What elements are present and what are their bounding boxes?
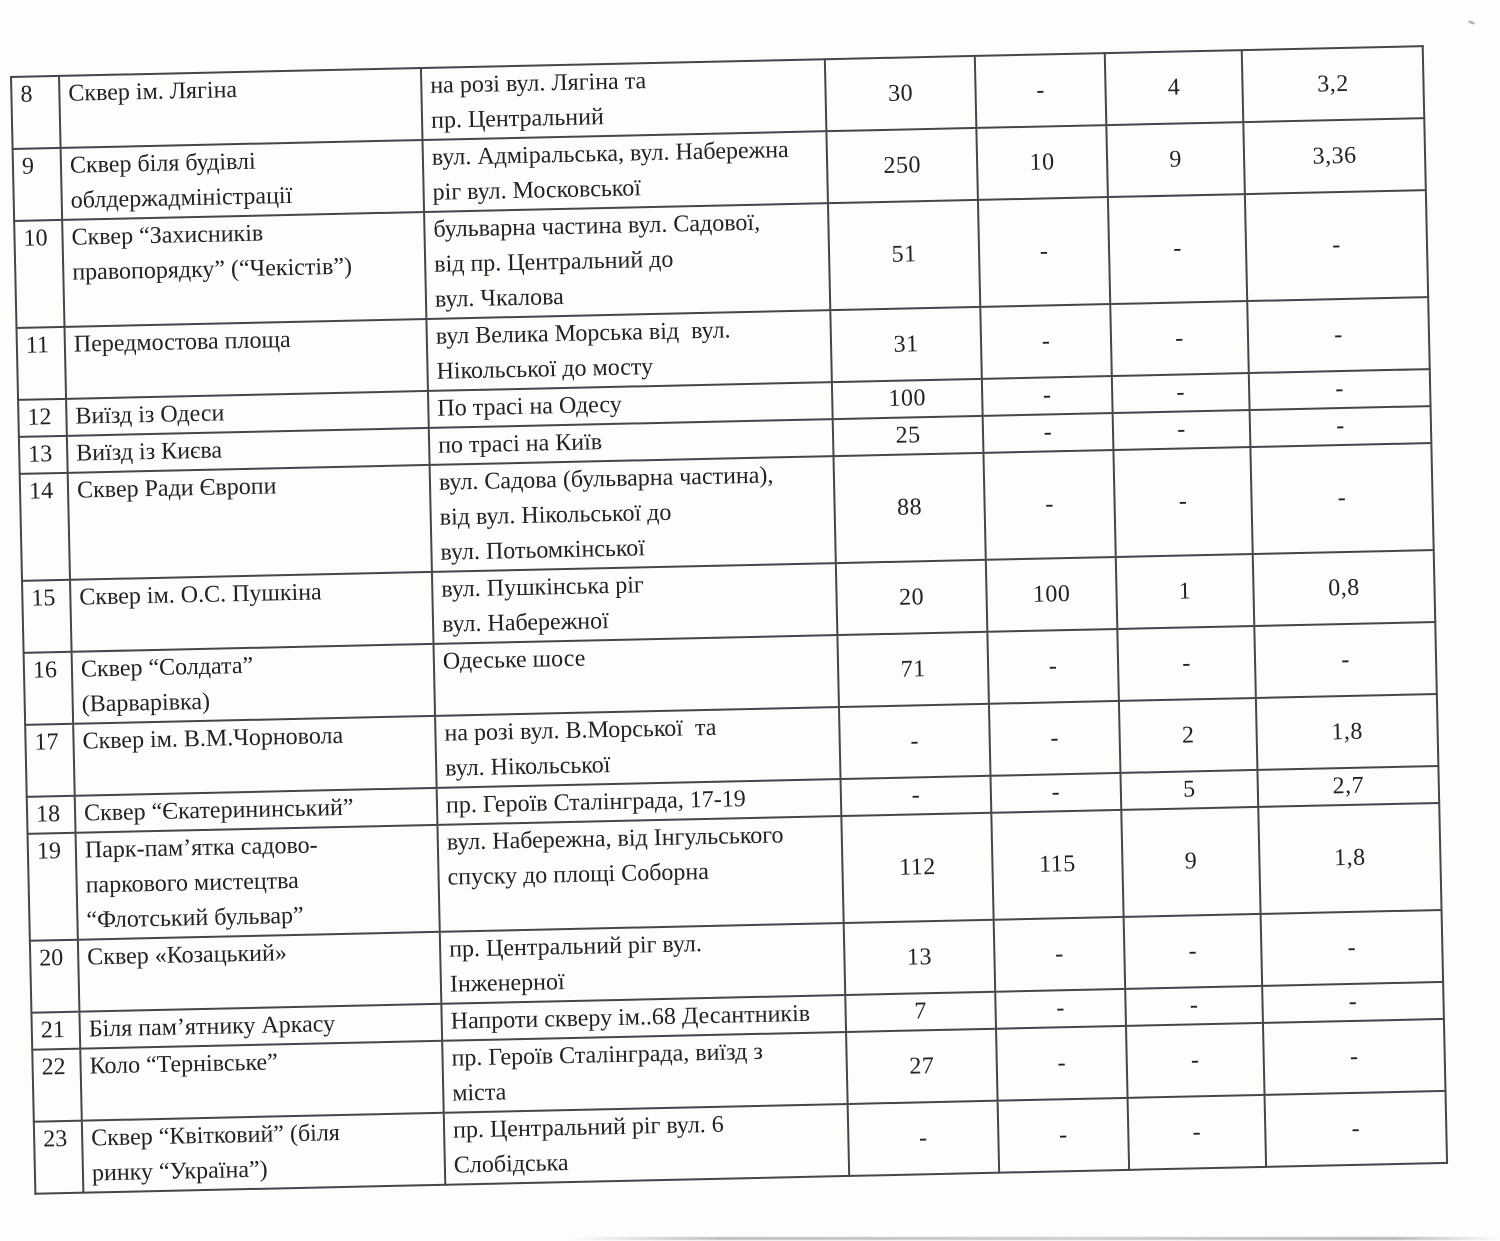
value-cell-4: 3,2 <box>1242 46 1425 122</box>
value-cell-4: - <box>1250 406 1432 447</box>
location-cell: пр. Центральний ріг вул. 6 Слобідська <box>444 1104 849 1185</box>
green-areas-table <box>10 45 1448 1195</box>
value-cell-3: - <box>1124 914 1263 989</box>
value-cell-1: 88 <box>833 453 985 563</box>
row-number-cell: 19 <box>28 833 78 941</box>
object-name-cell: Сквер “Солдата” (Варварівка) <box>72 644 435 724</box>
value-cell-2: 115 <box>991 810 1123 920</box>
table-skew-wrapper <box>10 45 1446 1195</box>
object-name-cell: Сквер “Захисників правопорядку” (“Чекістів”) <box>62 212 426 327</box>
value-cell-4: - <box>1250 443 1433 554</box>
value-cell-1: 30 <box>825 56 977 131</box>
value-cell-3: - <box>1125 986 1263 1026</box>
value-cell-4: - <box>1263 1019 1446 1095</box>
value-cell-3: - <box>1117 626 1256 701</box>
value-cell-1: - <box>848 1101 1000 1176</box>
value-cell-2: - <box>982 376 1113 416</box>
value-cell-3: - <box>1126 1023 1265 1098</box>
table-body <box>11 46 1447 1194</box>
object-name-cell: Сквер ім. В.М.Чорновола <box>73 716 436 796</box>
value-cell-4: 3,36 <box>1243 118 1426 194</box>
value-cell-1: 100 <box>832 379 983 419</box>
value-cell-2: - <box>983 413 1114 453</box>
row-number-cell: 10 <box>14 220 64 328</box>
value-cell-2: - <box>980 304 1112 379</box>
value-cell-4: - <box>1265 1091 1448 1167</box>
value-cell-4: 1,8 <box>1258 803 1441 914</box>
object-name-cell: Сквер Ради Європи <box>68 465 432 580</box>
row-number-cell: 8 <box>11 76 61 149</box>
value-cell-2: - <box>983 450 1115 560</box>
value-cell-3: - <box>1112 373 1250 413</box>
scan-speck <box>1468 20 1476 25</box>
value-cell-4: 2,7 <box>1257 766 1439 807</box>
location-cell: пр. Героїв Сталінграда, 17-19 <box>437 779 842 825</box>
value-cell-2: - <box>987 629 1119 704</box>
row-number-cell: 18 <box>27 796 76 834</box>
object-name-cell: Виїзд із Києва <box>67 428 430 473</box>
value-cell-1: 13 <box>844 920 996 995</box>
value-cell-1: - <box>839 704 991 779</box>
row-number-cell: 22 <box>32 1049 82 1122</box>
object-name-cell: Парк-пам’ятка садово- паркового мистецтва “Флотський бульвар” <box>76 825 440 940</box>
row-number-cell: 17 <box>25 724 75 797</box>
location-cell: вул. Пушкінська ріг вул. Набережної <box>432 563 837 644</box>
value-cell-2: 100 <box>986 557 1118 632</box>
value-cell-1: - <box>841 776 992 816</box>
value-cell-2: - <box>994 917 1126 992</box>
value-cell-1: 7 <box>845 992 996 1032</box>
value-cell-2: - <box>996 1026 1128 1101</box>
value-cell-4: - <box>1249 369 1431 410</box>
value-cell-4: - <box>1254 622 1437 698</box>
value-cell-1: 51 <box>828 200 980 310</box>
value-cell-1: 25 <box>833 416 984 456</box>
row-number-cell: 16 <box>24 652 74 725</box>
location-cell: на розі вул. В.Морської та вул. Нікольської <box>435 707 840 788</box>
value-cell-3: - <box>1128 1095 1267 1170</box>
location-cell: Напроти скверу ім..68 Десантників <box>441 995 846 1041</box>
value-cell-3: - <box>1110 301 1249 376</box>
value-cell-1: 20 <box>836 560 988 635</box>
location-cell: вул Велика Морська від вул. Нікольської до мосту <box>426 310 831 391</box>
object-name-cell: Сквер “Єкатерининський” <box>75 788 438 833</box>
row-number-cell: 23 <box>34 1121 84 1194</box>
value-cell-3: - <box>1108 194 1247 304</box>
location-cell: по трасі на Київ <box>429 419 834 465</box>
object-name-cell: Сквер “Квітковий” (біля ринку “Україна”) <box>82 1113 445 1193</box>
location-cell: По трасі на Одесу <box>428 382 833 428</box>
location-cell: Одеське шосе <box>433 635 838 716</box>
location-cell: бульварна частина вул. Садової, від пр. Центральний до вул. Чкалова <box>424 203 830 319</box>
value-cell-2: - <box>995 989 1126 1029</box>
object-name-cell: Сквер ім. О.С. Пушкіна <box>70 572 433 652</box>
value-cell-4: 0,8 <box>1253 550 1436 626</box>
location-cell: пр. Героїв Сталінграда, виїзд з міста <box>442 1032 847 1113</box>
location-cell: на розі вул. Лягіна та пр. Центральний <box>421 59 826 140</box>
object-name-cell: Сквер ім. Лягіна <box>59 68 422 148</box>
value-cell-4: - <box>1247 297 1430 373</box>
value-cell-4: - <box>1262 982 1444 1023</box>
row-number-cell: 9 <box>13 148 63 221</box>
value-cell-3: 2 <box>1119 698 1258 773</box>
value-cell-2: - <box>989 701 1121 776</box>
location-cell: вул. Набережна, від Інгульського спуску до площі Соборна <box>437 816 843 932</box>
value-cell-3: 5 <box>1120 770 1258 810</box>
value-cell-3: - <box>1113 447 1252 557</box>
value-cell-1: 71 <box>837 632 989 707</box>
row-number-cell: 12 <box>18 399 67 437</box>
value-cell-2: - <box>998 1098 1130 1173</box>
row-number-cell: 20 <box>30 940 80 1013</box>
value-cell-3: - <box>1113 410 1251 450</box>
row-number-cell: 13 <box>19 436 68 474</box>
value-cell-3: 9 <box>1106 122 1245 197</box>
object-name-cell: Передмостова площа <box>64 319 427 399</box>
value-cell-4: - <box>1245 190 1428 301</box>
row-number-cell: 21 <box>31 1012 80 1050</box>
object-name-cell: Коло “Тернівське” <box>80 1041 443 1121</box>
value-cell-4: - <box>1261 910 1444 986</box>
value-cell-1: 31 <box>830 307 982 382</box>
object-name-cell: Виїзд із Одеси <box>66 391 429 436</box>
value-cell-2: 10 <box>976 125 1108 200</box>
value-cell-2: - <box>978 197 1110 307</box>
object-name-cell: Сквер біля будівлі облдержадміністрації <box>61 140 424 220</box>
row-number-cell: 11 <box>16 327 66 400</box>
location-cell: вул. Адміральська, вул. Набережна ріг вул. Московської <box>422 131 827 212</box>
object-name-cell: Сквер «Козацький» <box>78 932 441 1012</box>
value-cell-3: 4 <box>1105 50 1244 125</box>
location-cell: вул. Садова (бульварна частина), від вул. Нікольської до вул. Потьомкінської <box>430 456 836 572</box>
scan-edge-smudge <box>0 1237 1500 1240</box>
value-cell-1: 250 <box>826 128 978 203</box>
value-cell-3: 9 <box>1121 807 1260 917</box>
value-cell-3: 1 <box>1116 554 1255 629</box>
value-cell-2: - <box>975 53 1107 128</box>
row-number-cell: 15 <box>22 580 72 653</box>
value-cell-1: 27 <box>846 1029 998 1104</box>
location-cell: пр. Центральний ріг вул. Інженерної <box>440 923 845 1004</box>
value-cell-4: 1,8 <box>1256 694 1439 770</box>
value-cell-1: 112 <box>841 813 993 923</box>
row-number-cell: 14 <box>20 473 70 581</box>
object-name-cell: Біля пам’ятнику Аркасу <box>79 1004 442 1049</box>
value-cell-2: - <box>990 773 1121 813</box>
